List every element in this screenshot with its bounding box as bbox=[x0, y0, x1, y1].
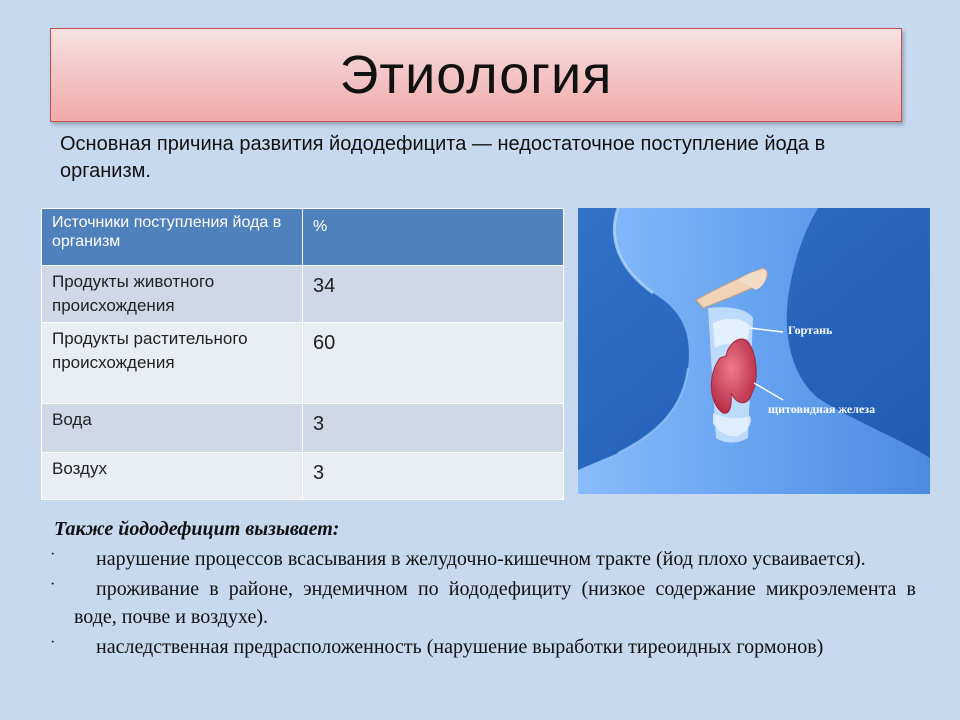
thyroid-illustration bbox=[578, 208, 930, 494]
row-source: Воздух bbox=[42, 453, 303, 500]
intro-text: Основная причина развития йододефицита — недостаточное поступление йода в организм. bbox=[60, 133, 826, 182]
list-item bbox=[50, 575, 916, 631]
table-row bbox=[42, 266, 564, 323]
table-row bbox=[42, 453, 564, 500]
iodine-sources-table bbox=[41, 208, 564, 500]
row-source: Продукты животного происхождения bbox=[42, 266, 303, 323]
slide-title: Этиология bbox=[339, 45, 613, 105]
header-source: Источники поступления йода в организм bbox=[42, 209, 303, 266]
table-row bbox=[42, 404, 564, 453]
label-larynx: Гортань bbox=[788, 323, 833, 337]
header-percent: % bbox=[303, 209, 564, 266]
list-item bbox=[50, 545, 916, 573]
neck-anatomy-image bbox=[578, 208, 930, 494]
label-thyroid: щитовидная железа bbox=[768, 402, 876, 416]
causes-heading: Также йододефицит вызывает: bbox=[54, 518, 340, 540]
list-item-text: нарушение процессов всасывания в желудочно-кишечном тракте (йод плохо усваивается). bbox=[96, 548, 866, 570]
title-banner bbox=[50, 28, 902, 122]
list-item-text: наследственная предрасположенность (нарушение выработки тиреоидных гормонов) bbox=[96, 636, 824, 658]
row-percent: 34 bbox=[303, 266, 564, 323]
table-header-row bbox=[42, 209, 564, 266]
bullet-icon: · bbox=[50, 576, 56, 593]
bullet-icon: · bbox=[50, 546, 56, 563]
row-percent: 3 bbox=[303, 404, 564, 453]
row-percent: 3 bbox=[303, 453, 564, 500]
bullet-icon: · bbox=[50, 634, 56, 651]
row-percent: 60 bbox=[303, 323, 564, 404]
row-source: Продукты растительного происхождения bbox=[42, 323, 303, 404]
table-row bbox=[42, 323, 564, 404]
additional-causes bbox=[50, 515, 916, 661]
row-source: Вода bbox=[42, 404, 303, 453]
list-item bbox=[50, 633, 916, 661]
list-item-text: проживание в районе, эндемичном по йододефициту (низкое содержание микроэлемента в воде, почве и воздухе). bbox=[74, 578, 916, 628]
